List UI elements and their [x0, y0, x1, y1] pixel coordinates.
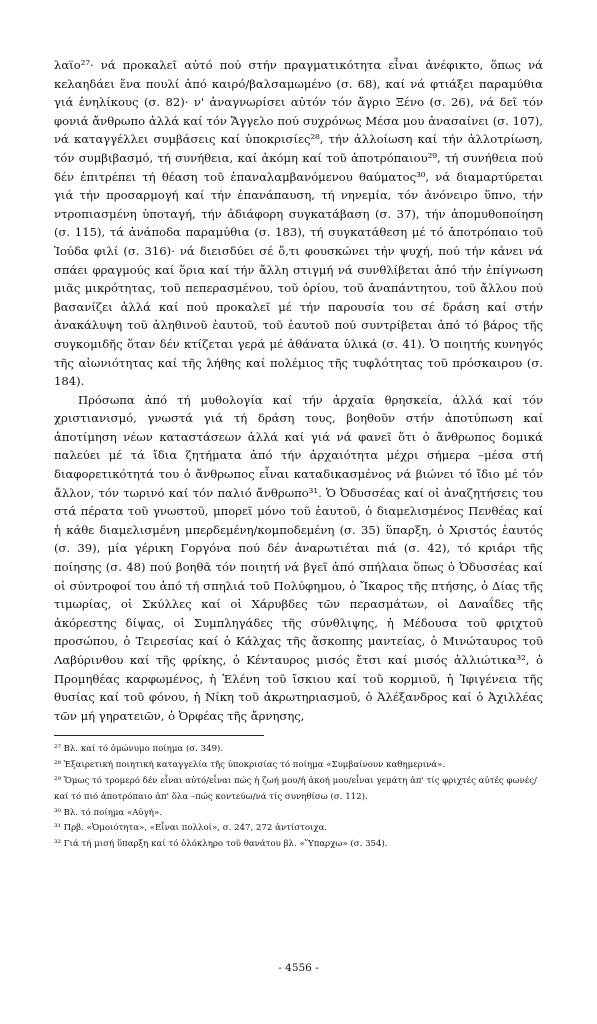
footnotes — [54, 742, 543, 853]
paragraph: λαϊο²⁷· νά προκαλεῖ αὐτό πού στήν πραγματικότητα εἶναι ἀνέφικτο, ὅπως νά κελαηδάει ἕνα πουλί ἀπό καιρό/βαλσαμωμένο (σ. 68), καί νά φτιάξει παραμύθια γιά ἐνηλίκους (σ. 82)· ν' ἀναγνωρίσει αὐτόν τόν ἄγριο Ξένο (σ. 26), νά δεῖ τόν φονιά ἄνθρωπο ἀλλά καί τόν Ἄγγελο πού συχρόνως Μέσα μου ἀνασαίνει (σ. 107), νά καταγγέλλει συμβάσεις καί ὑποκρισίες²⁸, τήν ἀλλοίωση καί τήν ἀλλοτρίωση, τόν συμβιβασμό, τή συνήθεια, καί ἀκόμη καί τοῦ ἀποτρόπαιου²⁹, τή συνήθεια πού δέν ἐπιτρέπει τή θέαση τοῦ ἐπαναλαμβανόμενου θαύματος³⁰, νά διαμαρτύρεται γιά τήν προσαρμογή καί τήν ἐπανάπαυση, τή νηνεμία, τόν ἀνόνειρο ὕπνο, τήν ντροπιασμένη ὑποταγή, τήν ἀδιάφορη συγκατάβαση (σ. 37), τήν ἀπομυθοποίηση (σ. 115), τά ἀνάποδα παραμύθια (σ. 183), τή συγκατάθεση μέ τό ἀποτρόπαιο τοῦ Ἰούδα φιλί (σ. 316)· νά διεισδύει σέ ὅ,τι φουσκώνει τήν ψυχή, πού τήν κάνει νά σπάει φραγμούς καί ὅρια καί τήν ἄλλη στιγμή νά συνθλίβεται ἀπό τήν ἐπίγνωση μιᾶς μικρότητας, τοῦ πεπερασμένου, τοῦ ὁρίου, τοῦ ἀναπάντητου, τοῦ ἄλλου πού βασανίζει ἀλλά καί πού προκαλεῖ μέ τήν παρουσία του σέ δράση καί στήν ἀνακάλυψη τοῦ ἀληθινοῦ ἑαυτοῦ, τοῦ ἑαυτοῦ πού συντρίβεται ἀπό τό βάρος τῆς συγκομιδῆς ὅταν δέν κτίζεται γερά μέ ἀθάνατα ὑλικά (σ. 41). Ὁ ποιητής κυνηγός τῆς αἰωνιότητας καί τῆς λήθης καί πολέμιος τῆς τυφλότητας τοῦ πρόσκαιρου (σ. 184). — [54, 58, 543, 389]
footnote-divider — [54, 735, 264, 736]
footnote: ²⁹ Ὅμως τό τρομερό δέν εἶναι αὐτό/εἶναι πώς ἡ ζωή μου/ἡ ἀκοή μου/εἶναι γεμάτη ἀπ' τίς φριχτές αὐτές φωνές/καί τό πιό ἀποτρόπαιο ἀπ' ὅλα –πώς κοντεύω/νά τίς συνηθίσω (σ. 112). — [54, 775, 537, 802]
paragraph: Πρόσωπα ἀπό τή μυθολογία καί τήν ἀρχαία θρησκεία, ἀλλά καί τόν χριστιανισμό, γνωστά γιά τή δράση τους, βοηθοῦν στήν ἀποτύπωση καί ἀποτίμηση νέων καταστάσεων ἀλλά καί γιά νά φανεῖ ὅτι ὁ ἄνθρωπος δομικά παλεύει μέ τά ἴδια ζητήματα ἀπό τήν ἀρχαιότητα μέχρι σήμερα –μέσα στή διαφορετικότητά του ὁ ἄνθρωπος εἶναι καταδικασμένος νά βιώνει τό ἴδιο μέ τόν ἄλλον, τόν τωρινό καί τόν παλιό ἄνθρωπο³¹. Ὁ Ὀδυσσέας καί οἱ ἀναζητήσεις του στά πέρατα τοῦ γνωστοῦ, μπορεῖ μόνο τοῦ ἑαυτοῦ, ὁ διαμελισμένος Πενθέας καί ἡ κάθε διαμελισμένη μπερδεμένη/κομποδεμένη (σ. 35) ὕπαρξη, ὁ Χριστός ἑαυτός (σ. 39), μία γέρικη Γοργόνα πού δέν ἀναρωτιέται πιά (σ. 42), τό κριάρι τῆς ποίησης (σ. 48) πού βοηθᾶ τόν ποιητή νά βγεῖ ἀπό σπήλαια ὅπως ὁ Ὀδυσσέας καί οἱ σύντροφοί του ἀπό τή σπηλιά τοῦ Πολύφημου, ὁ Ἴκαρος τῆς πτήσης, ὁ Δίας τῆς τιμωρίας, οἱ Σκύλλες καί οἱ Χάρυβδες τῶν περασμάτων, οἱ Δαναΐδες τῆς ἀκόρεστης δίψας, οἱ Συμπληγάδες τῆς σύνθλιψης, ἡ Μέδουσα τοῦ φριχτοῦ προσώπου, ὁ Τειρεσίας καί ὁ Κάλχας τῆς ἄσκοπης μαντείας, ὁ Μινώταυρος τοῦ Λαβύρινθου καί τῆς φρίκης, ὁ Κένταυρος μισός ἔτσι καί μισός ἀλλιώτικα³², ὁ Προμηθέας καρφωμένος, ἡ Ἑλένη τοῦ ἴσκιου καί τοῦ κορμιοῦ, ἡ Ἰφιγένεια τῆς θυσίας καί τοῦ φόνου, ἡ Νίκη τοῦ ἀκρωτηριασμοῦ, ὁ Ἀλέξανδρος καί ὁ Ἀχιλλέας τῶν μή γηρατειῶν, ὁ Ὀρφέας τῆς ἄρνησης, — [54, 392, 543, 723]
page-content — [54, 56, 543, 853]
footnote: ³¹ Πρβ. «Ὁμοιότητα», «Εἶναι πολλοί», σ. 247, 272 ἀντίστοιχα. — [54, 823, 328, 834]
footnote: ²⁷ Βλ. καί τό ὁμώνυμο ποίημα (σ. 349). — [54, 744, 224, 755]
footnote: ²⁸ Ἐξαιρετική ποιητική καταγγελία τῆς ὑποκρισίας τό ποίημα «Συμβαίνουν καθημερινά». — [54, 760, 446, 771]
body-text — [54, 56, 543, 725]
footnote: ³² Γιά τή μισή ὕπαρξη καί τό ὁλόκληρο τοῦ θανάτου βλ. «Ὕπαρχω» (σ. 354). — [54, 839, 388, 850]
page-number: - 4556 - — [278, 962, 319, 974]
footnote: ³⁰ Βλ. τό ποίημα «Αὐγή». — [54, 807, 162, 818]
